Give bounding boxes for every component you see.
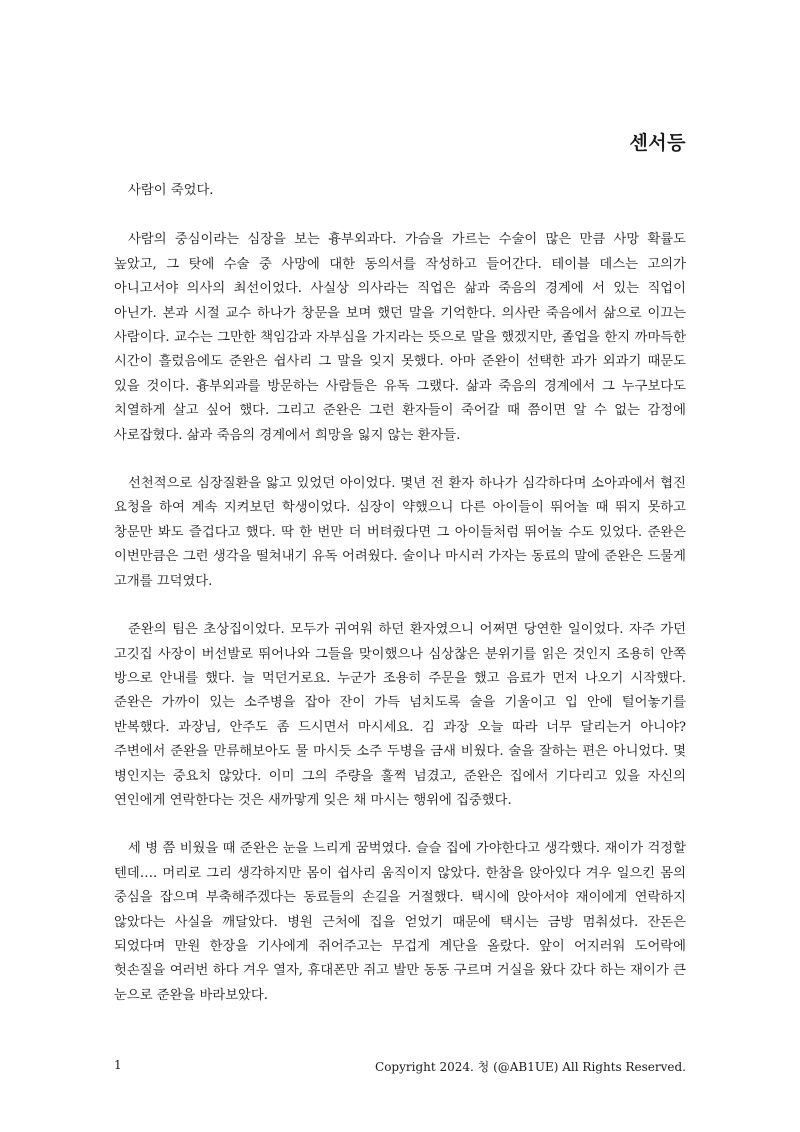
paragraph: 사람이 죽었다.	[128, 183, 214, 198]
page-number: 1	[114, 1058, 122, 1072]
document-body	[114, 179, 686, 1032]
document-title: 센서등	[629, 132, 686, 154]
paragraph: 선천적으로 심장질환을 앓고 있었던 아이었다. 몇년 전 환자 하나가 심각하다며 소아과에서 협진 요청을 하여 계속 지켜보던 학생이었다. 심장이 약했으니 다른 아이들이 뛰어놀 때 뛰지 못하고 창문만 봐도 즐겁다고 했다. 딱 한 번만 더 버텨줬다면 그 아이들처럼 뛰어놀 수도 있었다. 준완은 이번만큼은 그런 생각을 떨쳐내기 유독 어려웠다. 술이나 마시러 가자는 동료의 말에 준완은 드물게 고개를 끄덕였다.	[114, 476, 686, 589]
paragraph: 세 병 쯤 비웠을 때 준완은 눈을 느리게 꿈벅였다. 슬슬 집에 가야한다고 생각했다. 재이가 걱정할 텐데…. 머리로 그리 생각하지만 몸이 쉽사리 움직이지 않았다. 한참을 앉아있다 겨우 일으킨 몸의 중심을 잡으며 부축해주겠다는 동료들의 손길을 거절했다. 택시에 앉아서야 재이에게 연락하지 않았다는 사실을 깨달았다. 병원 근처에 집을 얻었기 때문에 택시는 금방 멈춰섰다. 잔돈은 되었다며 만원 한장을 기사에게 쥐어주고는 무겁게 계단을 올랐다. 앞이 어지러워 도어락에 헛손질을 여러번 하다 겨우 열자, 휴대폰만 쥐고 발만 동동 구르며 거실을 왔다 갔다 하는 재이가 큰 눈으로 준완을 바라보았다.	[114, 841, 686, 1003]
paragraph: 사람의 중심이라는 심장을 보는 흉부외과다. 가슴을 가르는 수술이 많은 만큼 사망 확률도 높았고, 그 탓에 수술 중 사망에 대한 동의서를 작성하고 들어간다. 테이블 데스는 고의가 아니고서야 의사의 최선이었다. 사실상 의사라는 직업은 삶과 죽음의 경계에 서 있는 직업이 아닌가. 본과 시절 교수 하나가 창문을 보며 했던 말을 기억한다. 의사란 죽음에서 삶으로 이끄는 사람이다. 교수는 그만한 책임감과 자부심을 가지라는 뜻으로 말을 했겠지만, 졸업을 한지 까마득한 시간이 흘렀음에도 준완은 쉽사리 그 말을 잊지 못했다. 아마 준완이 선택한 과가 외과기 때문도 있을 것이다. 흉부외과를 방문하는 사람들은 유독 그랬다. 삶과 죽음의 경계에서 그 누구보다도 치열하게 살고 싶어 했다. 그리고 준완은 그런 환자들이 죽어갈 때 쯤이면 알 수 없는 감정에 사로잡혔다. 삶과 죽음의 경계에서 희망을 잃지 않는 환자들.	[114, 232, 686, 443]
paragraph: 준완의 팀은 초상집이었다. 모두가 귀여워 하던 환자였으니 어쩌면 당연한 일이었다. 자주 가던 고깃집 사장이 버선발로 뛰어나와 그들을 맞이했으나 심상찮은 분위기를 읽은 것인지 조용히 안쪽 방으로 안내를 했다. 늘 먹던거로요. 누군가 조용히 주문을 했고 음료가 먼저 나오기 시작했다. 준완은 가까이 있는 소주병을 잡아 잔이 가득 넘치도록 술을 기울이고 입 안에 털어놓기를 반복했다. 과장님, 안주도 좀 드시면서 마시세요. 김 과장 오늘 따라 너무 달리는거 아니야? 주변에서 준완을 만류해보아도 물 마시듯 소주 두병을 금새 비웠다. 술을 잘하는 편은 아니었다. 몇 병인지는 중요치 않았다. 이미 그의 주량을 훌쩍 넘겼고, 준완은 집에서 기다리고 있을 자신의 연인에게 연락한다는 것은 새까맣게 잊은 채 마시는 행위에 집중했다.	[114, 622, 686, 808]
copyright-notice: Copyright 2024. 청 (@AB1UE) All Rights Reserved.	[375, 1060, 686, 1074]
